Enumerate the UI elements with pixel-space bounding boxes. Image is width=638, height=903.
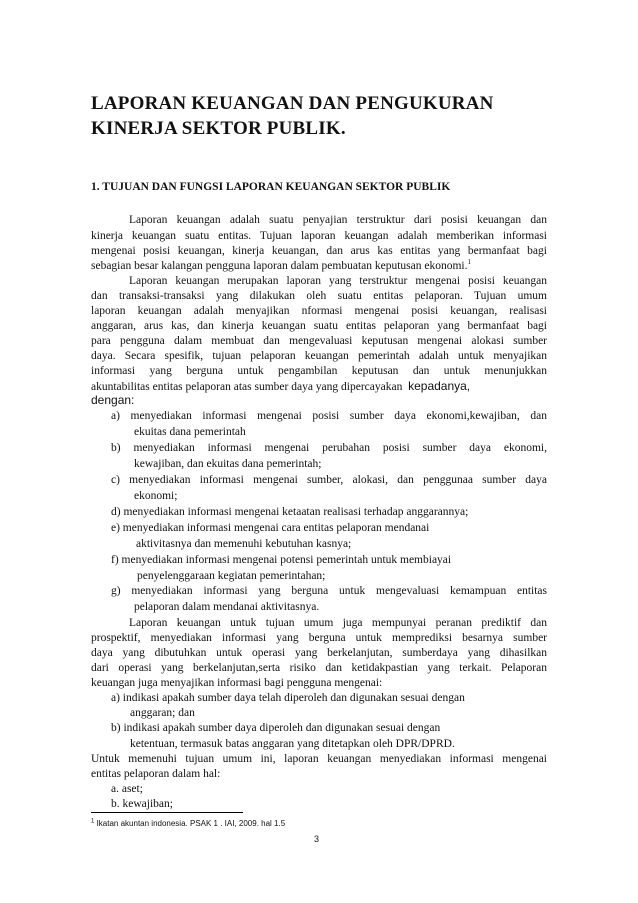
paragraph-line: Laporan keuangan merupakan laporan yang terstruktur mengenai posisi keuangan: [129, 275, 547, 287]
list-item-continuation: kewajiban, dan ekuitas dana pemerintah;: [134, 458, 322, 470]
list-item-continuation: ekonomi;: [134, 490, 178, 502]
section-heading: 1. TUJUAN DAN FUNGSI LAPORAN KEUANGAN SEKTOR PUBLIK: [91, 181, 451, 193]
list-item: c) menyediakan informasi mengenai sumber, alokasi, dan penggunaa sumber daya: [111, 474, 547, 486]
list-item: a) indikasi apakah sumber daya telah diperoleh dan digunakan sesuai dengan: [111, 692, 465, 704]
paragraph-line: para pengguna dalam membuat dan mengevaluasi keputusan mengenai alokasi sumber: [91, 335, 547, 347]
paragraph-line: keuangan juga menyajikan informasi bagi pengguna mengenai:: [91, 677, 383, 689]
list-item: b. kewajiban;: [111, 798, 173, 810]
paragraph-line: daya yang dibutuhkan untuk operasi yang berkelanjutan, sumberdaya yang dihasilkan: [91, 647, 547, 659]
list-item: e) menyediakan informasi mengenai cara entitas pelaporan mendanai: [111, 522, 430, 534]
list-item: a) menyediakan informasi mengenai posisi sumber daya ekonomi,kewajiban, dan: [111, 410, 547, 422]
list-item-continuation: anggaran; dan: [130, 707, 195, 719]
footnote: [91, 819, 285, 828]
page-number: 3: [314, 834, 320, 844]
paragraph-line: mengenai posisi keuangan, kinerja keuangan, dan arus kas entitas yang bermanfaat bagi: [91, 245, 547, 257]
paragraph-line: Laporan keuangan untuk tujuan umum juga mempunyai peranan prediktif dan: [129, 617, 547, 629]
list-item-continuation: ekuitas dana pemerintah: [134, 426, 246, 438]
paragraph-line: akuntabilitas entitas pelaporan atas sumber daya yang dipercayakan kepadanya,: [91, 379, 471, 393]
paragraph-line: Untuk memenuhi tujuan umum ini, laporan keuangan menyediakan informasi mengenai: [91, 753, 547, 765]
paragraph-line: informasi yang berguna untuk pengambilan keputusan dan untuk menunjukkan: [91, 365, 547, 377]
paragraph-line: dari operasi yang berkelanjutan,serta risiko dan ketidakpastian yang terkait. Pelaporan: [91, 662, 547, 674]
paragraph-line: anggaran, arus kas, dan kinerja keuangan suatu entitas pelaporan yang bermanfaat bagi: [91, 320, 547, 332]
list-item-continuation: penyelenggaraan kegiatan pemerintahan;: [137, 570, 326, 582]
list-item: d) menyediakan informasi mengenai ketaatan realisasi terhadap anggarannya;: [111, 506, 469, 518]
list-item: g) menyediakan informasi yang berguna untuk mengevaluasi kemampuan entitas: [111, 585, 547, 597]
paragraph-line: dan transaksi-transaksi yang dilakukan oleh suatu entitas pelaporan. Tujuan umum: [91, 290, 547, 302]
list-item-continuation: ketentuan, termasuk batas anggaran yang ditetapkan oleh DPR/DPRD.: [130, 738, 455, 750]
paragraph-line: laporan keuangan adalah menyajikan nformasi mengenai posisi keuangan, realisasi: [91, 305, 547, 317]
paragraph-line: prospektif, menyediakan informasi yang berguna untuk memprediksi besarnya sumber: [91, 632, 547, 644]
paragraph-line: daya. Secara spesifik, tujuan pelaporan keuangan pemerintah adalah untuk menyajikan: [91, 350, 547, 362]
list-item: a. aset;: [111, 783, 143, 795]
paragraph-line: Laporan keuangan adalah suatu penyajian terstruktur dari posisi keuangan dan: [129, 214, 547, 226]
list-item: b) indikasi apakah sumber daya diperoleh dan digunakan sesuai dengan: [111, 722, 441, 734]
paragraph-line: dengan:: [91, 393, 135, 407]
title-line-1: LAPORAN KEUANGAN DAN PENGUKURAN: [91, 93, 494, 114]
paragraph-line: kinerja keuangan suatu entitas. Tujuan laporan keuangan adalah memberikan informasi: [91, 230, 547, 242]
list-item-continuation: pelaporan dalam mendanai aktivitasnya.: [134, 601, 320, 613]
list-item-continuation: aktivitasnya dan memenuhi kebutuhan kasnya;: [136, 538, 352, 550]
list-item: b) menyediakan informasi mengenai perubahan posisi sumber daya ekonomi,: [111, 442, 547, 454]
paragraph-line: entitas pelaporan dalam hal:: [91, 768, 221, 780]
paragraph-line: sebagian besar kalangan pengguna laporan dalam pembuatan keputusan ekonomi.$^1$: [91, 258, 471, 272]
list-item: f) menyediakan informasi mengenai potensi pemerintah untuk membiayai: [111, 554, 452, 566]
footnote-marker: 1: [91, 818, 95, 825]
title-line-2: KINERJA SEKTOR PUBLIK.: [91, 118, 346, 139]
footnote-reference: 1: [467, 258, 471, 267]
footnote-divider: [91, 812, 243, 813]
footnote-text: Ikatan akuntan indonesia. PSAK 1 . IAI, 2009. hal 1.5: [96, 819, 286, 828]
